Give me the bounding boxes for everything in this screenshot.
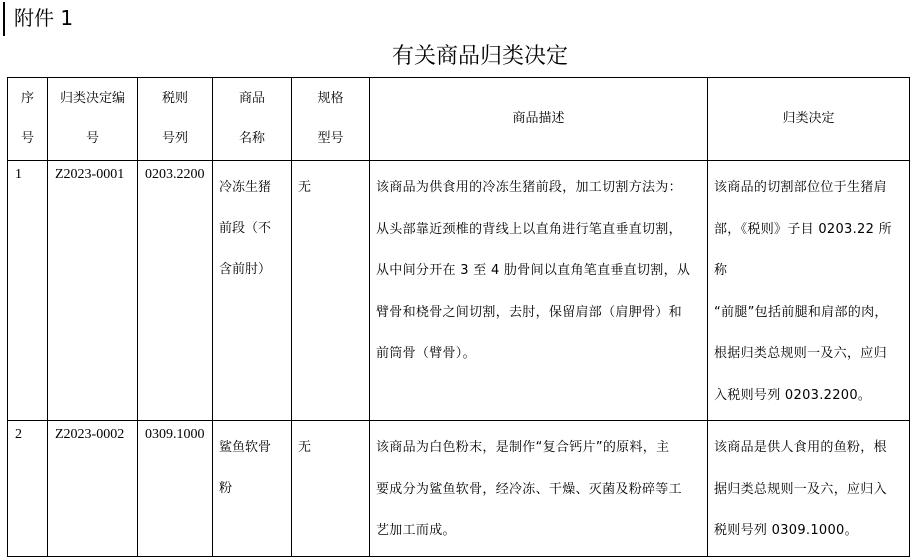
table-row — [8, 161, 910, 421]
row-seq: 2 — [8, 421, 48, 557]
header-decision: 归类决定 — [708, 78, 910, 161]
table-row — [8, 421, 910, 557]
header-tariff: 税则 号列 — [138, 78, 213, 161]
row-tariff: 0309.1000 — [138, 421, 213, 557]
row-decision: 该商品是供人食用的鱼粉，根 据归类总规则一及六，应归入 税则号列 0309.1000。 — [708, 421, 910, 557]
header-seq: 序 号 — [8, 78, 48, 161]
row-decision: 该商品的切割部位位于生猪肩 部，《税则》子目 0203.22 所称 “前腿”包括前腿和肩部的肉， 根据归类总规则一及六，应归 入税则号列 0203.2200。 — [708, 161, 910, 421]
attachment-label: 附件 1 — [14, 6, 74, 30]
header-desc: 商品描述 — [370, 78, 708, 161]
row-desc: 该商品为供食用的冷冻生猪前段，加工切割方法为： 从头部靠近颈椎的背线上以直角进行笔直垂直切割， 从中间分开在 3 至 4 肋骨间以直角笔直垂直切割，从 臂骨和桡骨之间切割，去肘，保留肩部（肩胛骨）和 前筒骨（臂骨）。 — [370, 161, 708, 421]
attachment-margin-line — [3, 2, 5, 36]
row-name: 鲨鱼软骨 粉 — [213, 421, 292, 557]
row-spec: 无 — [292, 421, 370, 557]
row-desc: 该商品为白色粉末，是制作“复合钙片”的原料，主 要成分为鲨鱼软骨，经冷冻、干燥、灭菌及粉碎等工 艺加工而成。 — [370, 421, 708, 557]
page-title: 有关商品归类决定 — [391, 44, 568, 69]
row-name: 冷冻生猪 前段（不 含前肘） — [213, 161, 292, 421]
row-code: Z2023-0002 — [48, 421, 138, 557]
row-spec: 无 — [292, 161, 370, 421]
header-code: 归类决定编 号 — [48, 78, 138, 161]
row-seq: 1 — [8, 161, 48, 421]
row-code: Z2023-0001 — [48, 161, 138, 421]
header-spec: 规格 型号 — [292, 78, 370, 161]
table-header-row — [8, 78, 910, 161]
row-tariff: 0203.2200 — [138, 161, 213, 421]
header-name: 商品 名称 — [213, 78, 292, 161]
classification-table — [7, 77, 910, 557]
